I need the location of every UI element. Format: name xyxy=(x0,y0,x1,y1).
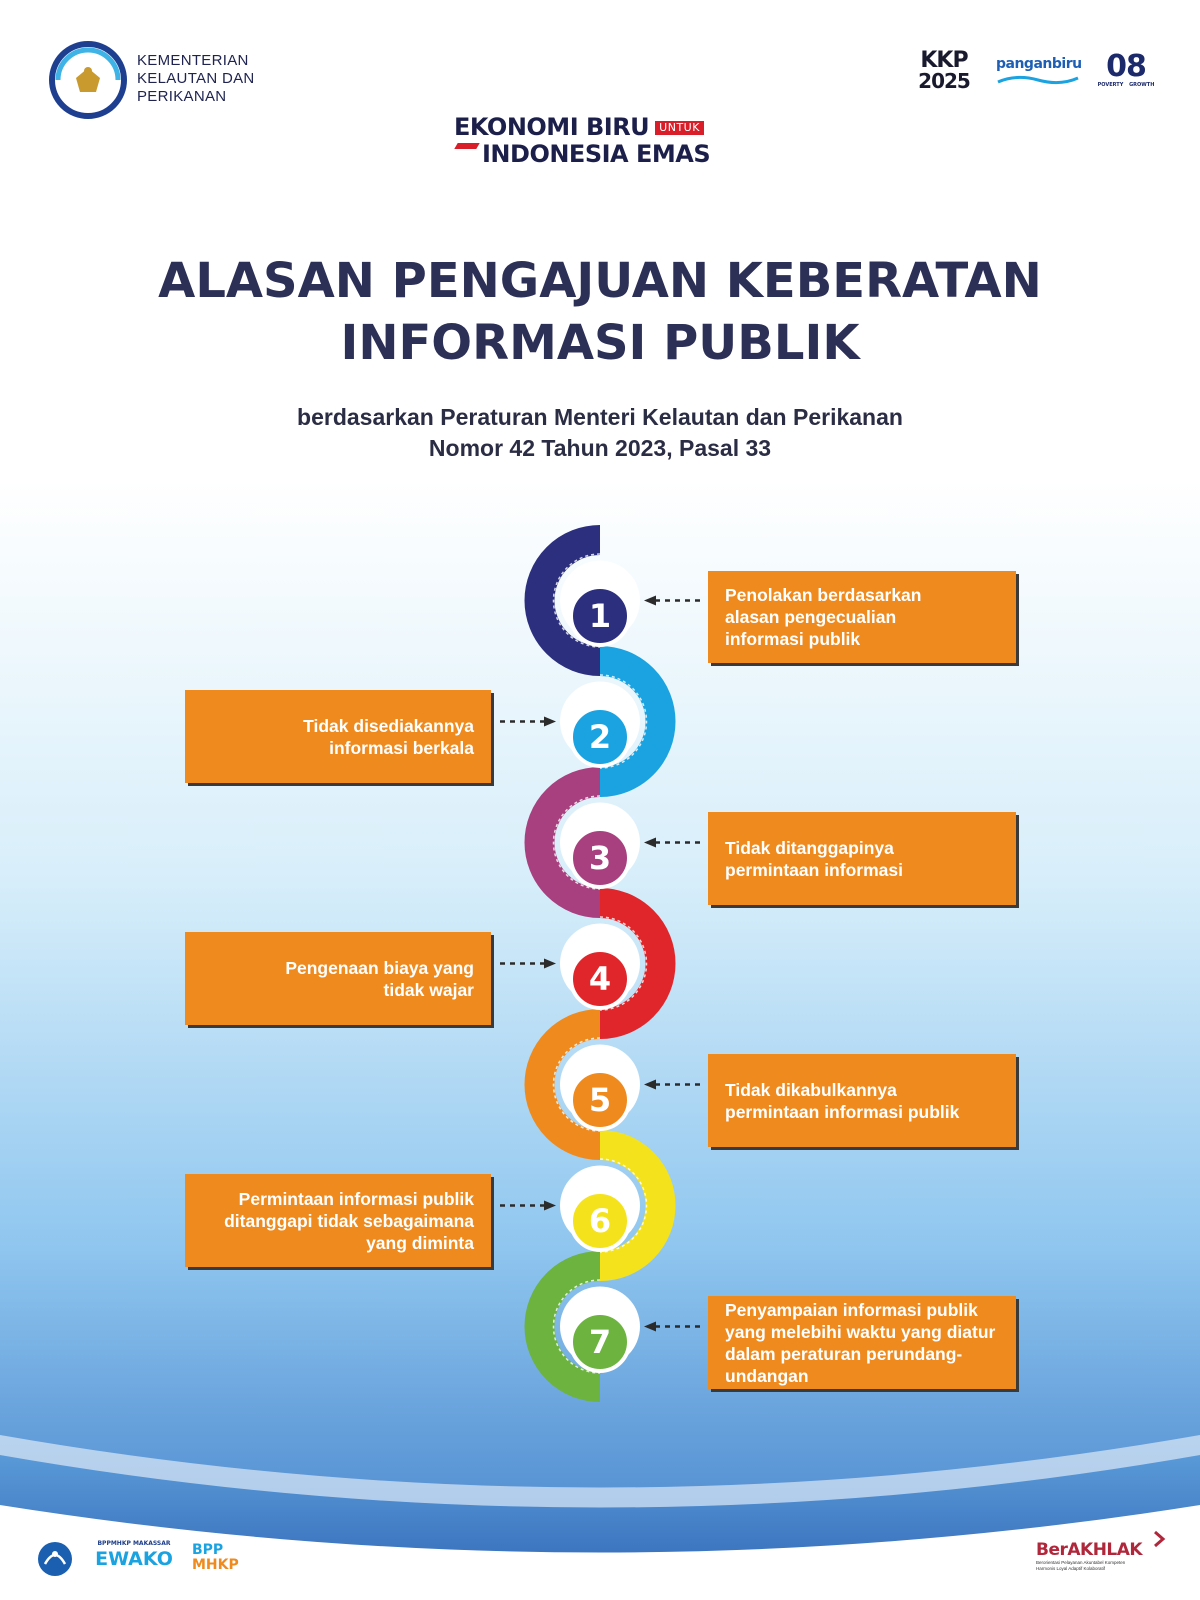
ministry-line-1: KEMENTERIAN xyxy=(137,52,249,69)
step-number-2: 2 xyxy=(569,706,631,768)
berakhlak-tagline-2: Harmonis Loyal Adaptif Kolaboratif xyxy=(1036,1566,1106,1571)
ewako-top: BPPMHKP MAKASSAR xyxy=(97,1540,171,1547)
campaign-line-1: EKONOMI BIRU xyxy=(454,113,650,141)
connector-arrowhead-1 xyxy=(644,596,656,606)
growth-right: GROWTH xyxy=(1129,82,1155,88)
step-3-line-2: permintaan informasi xyxy=(725,859,903,880)
bpp-text: BPP xyxy=(192,1542,224,1558)
step-number-7: 7 xyxy=(569,1311,631,1373)
berakhlak-tagline-1: Berorientasi Pelayanan Akuntabel Kompeten xyxy=(1036,1560,1126,1565)
connector-arrowhead-5 xyxy=(644,1080,656,1090)
step-2-line-1: Tidak disediakannya xyxy=(303,715,474,736)
kkp-text: KKP xyxy=(920,48,968,73)
connector-arrowhead-2 xyxy=(544,717,556,727)
step-1-line-2: alasan pengecualian xyxy=(725,607,897,627)
growth-number: 08 xyxy=(1106,49,1146,84)
subtitle-line-2: Nomor 42 Tahun 2023, Pasal 33 xyxy=(428,435,772,461)
step-number-6: 6 xyxy=(569,1190,631,1252)
panganbiru-text: panganbiru xyxy=(996,56,1082,72)
step-7-line-4: undangan xyxy=(725,1365,809,1386)
kkp-year: 2025 xyxy=(918,69,970,93)
connector-arrowhead-6 xyxy=(544,1201,556,1211)
title-line-1: ALASAN PENGAJUAN KEBERATAN xyxy=(158,253,1042,309)
ministry-line-3: PERIKANAN xyxy=(137,88,227,105)
step-6-line-3: yang diminta xyxy=(366,1232,474,1253)
mhkp-text: MHKP xyxy=(192,1557,239,1573)
step-number-1: 1 xyxy=(569,585,631,647)
step-1-line-1: Penolakan berdasarkan xyxy=(725,585,922,605)
step-6-line-2: ditanggapi tidak sebagaimana xyxy=(224,1210,474,1231)
step-4-line-2: tidak wajar xyxy=(383,979,474,1000)
step-7-line-1: Penyampaian informasi publik xyxy=(725,1299,978,1320)
bpp-mhkp-logo xyxy=(192,1543,239,1573)
campaign-untuk-badge: UNTUK xyxy=(655,121,704,135)
ministry-line-2: KELAUTAN DAN xyxy=(137,70,255,87)
campaign-line-2: INDONESIA EMAS xyxy=(482,140,711,168)
subtitle-line-1: berdasarkan Peraturan Menteri Kelautan dan Perikanan xyxy=(297,404,903,430)
connector-arrowhead-7 xyxy=(644,1322,656,1332)
step-3-line-1: Tidak ditanggapinya xyxy=(725,837,894,858)
step-7-line-3: dalam peraturan perundang- xyxy=(725,1343,963,1364)
growth-left: POVERTY xyxy=(1097,82,1124,88)
step-number-5: 5 xyxy=(569,1069,631,1131)
step-2-line-2: informasi berkala xyxy=(329,737,474,758)
title-line-2: INFORMASI PUBLIK xyxy=(340,315,860,371)
connector-arrowhead-4 xyxy=(544,959,556,969)
footer-emblem-icon xyxy=(36,1540,74,1578)
berakhlak-text: BerAKHLAK xyxy=(1036,1540,1143,1560)
connector-arrowhead-3 xyxy=(644,838,656,848)
step-number-4: 4 xyxy=(569,948,631,1010)
step-5-line-2: permintaan informasi publik xyxy=(725,1101,960,1122)
step-5-line-1: Tidak dikabulkannya xyxy=(725,1079,897,1100)
step-4-line-1: Pengenaan biaya yang xyxy=(285,957,474,978)
step-6-line-1: Permintaan informasi publik xyxy=(238,1188,474,1209)
step-7-line-2: yang melebihi waktu yang diatur xyxy=(725,1321,996,1342)
step-1-line-3: informasi publik xyxy=(725,629,861,649)
berakhlak-logo xyxy=(1036,1540,1166,1572)
berakhlak-chevron-icon xyxy=(1152,1530,1166,1548)
step-number-3: 3 xyxy=(569,827,631,889)
ewako-logo xyxy=(94,1540,174,1570)
ewako-text: EWAKO xyxy=(95,1548,173,1570)
